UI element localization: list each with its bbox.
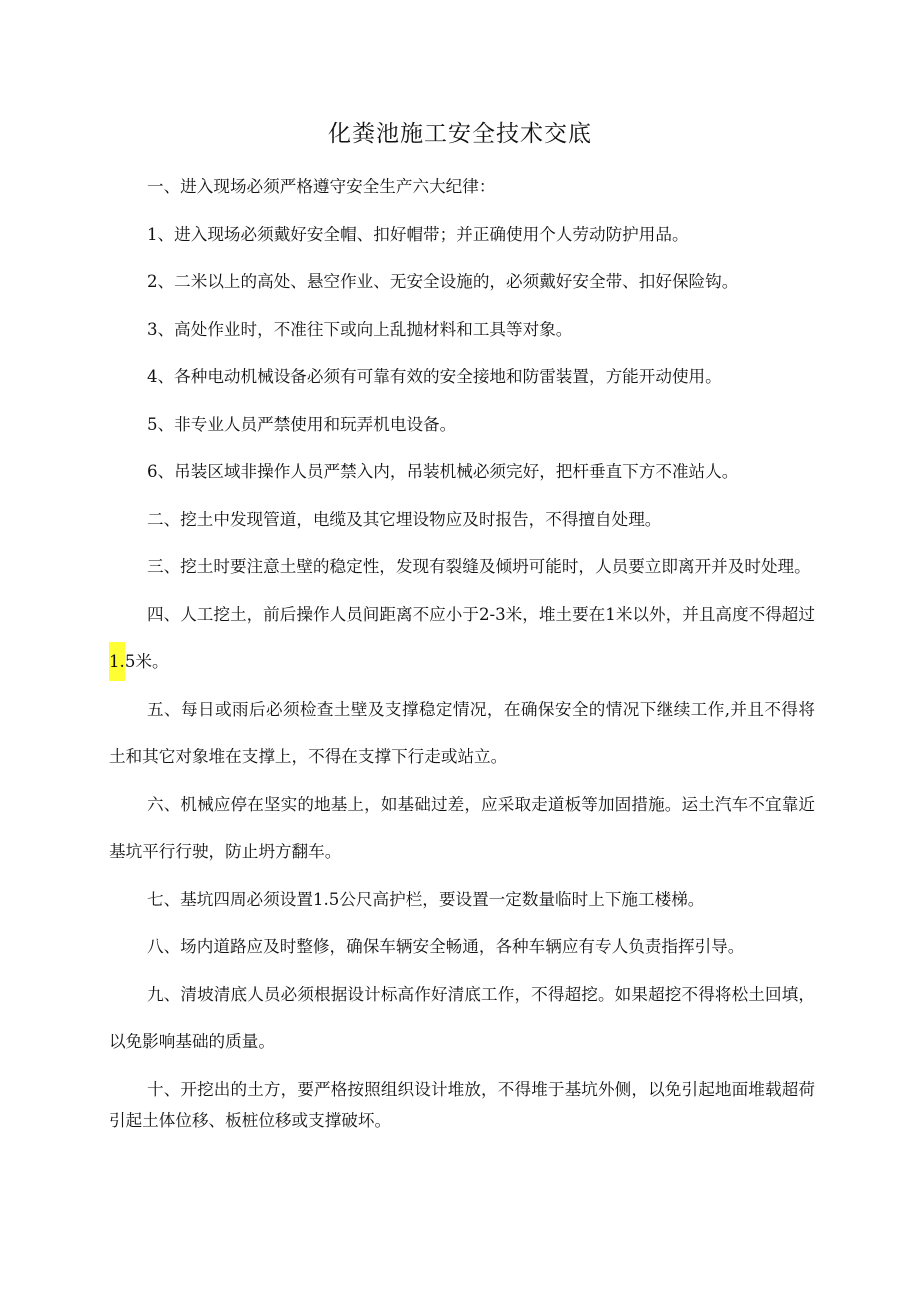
paragraph-rule-5: 5、非专业人员严禁使用和玩弄机电设备。	[147, 414, 457, 434]
paragraph-item-8: 八、场内道路应及时整修，确保车辆安全畅通，各种车辆应有专人负责指挥引导。	[147, 937, 745, 956]
highlighted-text: 1.	[109, 642, 125, 681]
paragraph-item-4-text-before: 四、人工挖土，前后操作人员间距离不应小于2-3米，堆土要在1米以外，并且高度不得超过	[147, 604, 815, 624]
paragraph-rule-4: 4、各种电动机械设备必须有可靠有效的安全接地和防雷装置，方能开动使用。	[147, 367, 722, 386]
paragraph-item-6: 六、机械应停在坚实的地基上，如基础过差，应采取走道板等加固措施。运土汽车不宜靠近基坑平行行驶，防止坍方翻车。	[109, 794, 815, 861]
paragraph-item-3: 三、挖土时要注意土壁的稳定性，发现有裂缝及倾坍可能时，人员要立即离开并及时处理。	[147, 557, 811, 576]
paragraph-item-2: 二、挖土中发现管道，电缆及其它埋设物应及时报告，不得擅自处理。	[147, 509, 662, 529]
paragraph-rule-1: 1、进入现场必须戴好安全帽、扣好帽带；并正确使用个人劳动防护用品。	[147, 224, 689, 244]
paragraph-item-5: 五、每日或雨后必须检查土壁及支撑稳定情况，在确保安全的情况下继续工作,并且不得将土和其它对象堆在支撑上，不得在支撑下行走或站立。	[109, 699, 815, 766]
document-title: 化粪池施工安全技术交底	[328, 121, 592, 147]
paragraph-item-7: 七、基坑四周必须设置1.5公尺高护栏，要设置一定数量临时上下施工楼梯。	[147, 889, 705, 909]
paragraph-item-10: 十、开挖出的土方，要严格按照组织设计堆放，不得堆于基坑外侧，以免引起地面堆载超荷引起土体位移、板桩位移或支撑破坏。	[109, 1079, 815, 1130]
paragraph-discipline-intro: 一、进入现场必须严格遵守安全生产六大纪律：	[147, 177, 496, 196]
paragraph-rule-3: 3、高处作业时，不准往下或向上乱抛材料和工具等对象。	[147, 319, 573, 339]
paragraph-item-4-text-after: 5米。	[124, 652, 169, 671]
paragraph-rule-6: 6、吊装区域非操作人员严禁入内，吊装机械必须完好，把杆垂直下方不准站人。	[147, 462, 739, 481]
document-body	[109, 163, 815, 1136]
paragraph-item-4	[109, 591, 815, 686]
paragraph-item-9: 九、清坡清底人员必须根据设计标高作好清底工作，不得超挖。如果超挖不得将松土回填，以免影响基础的质量。	[109, 984, 815, 1051]
paragraph-rule-2: 2、二米以上的高处、悬空作业、无安全设施的，必须戴好安全带、扣好保险钩。	[147, 272, 739, 291]
